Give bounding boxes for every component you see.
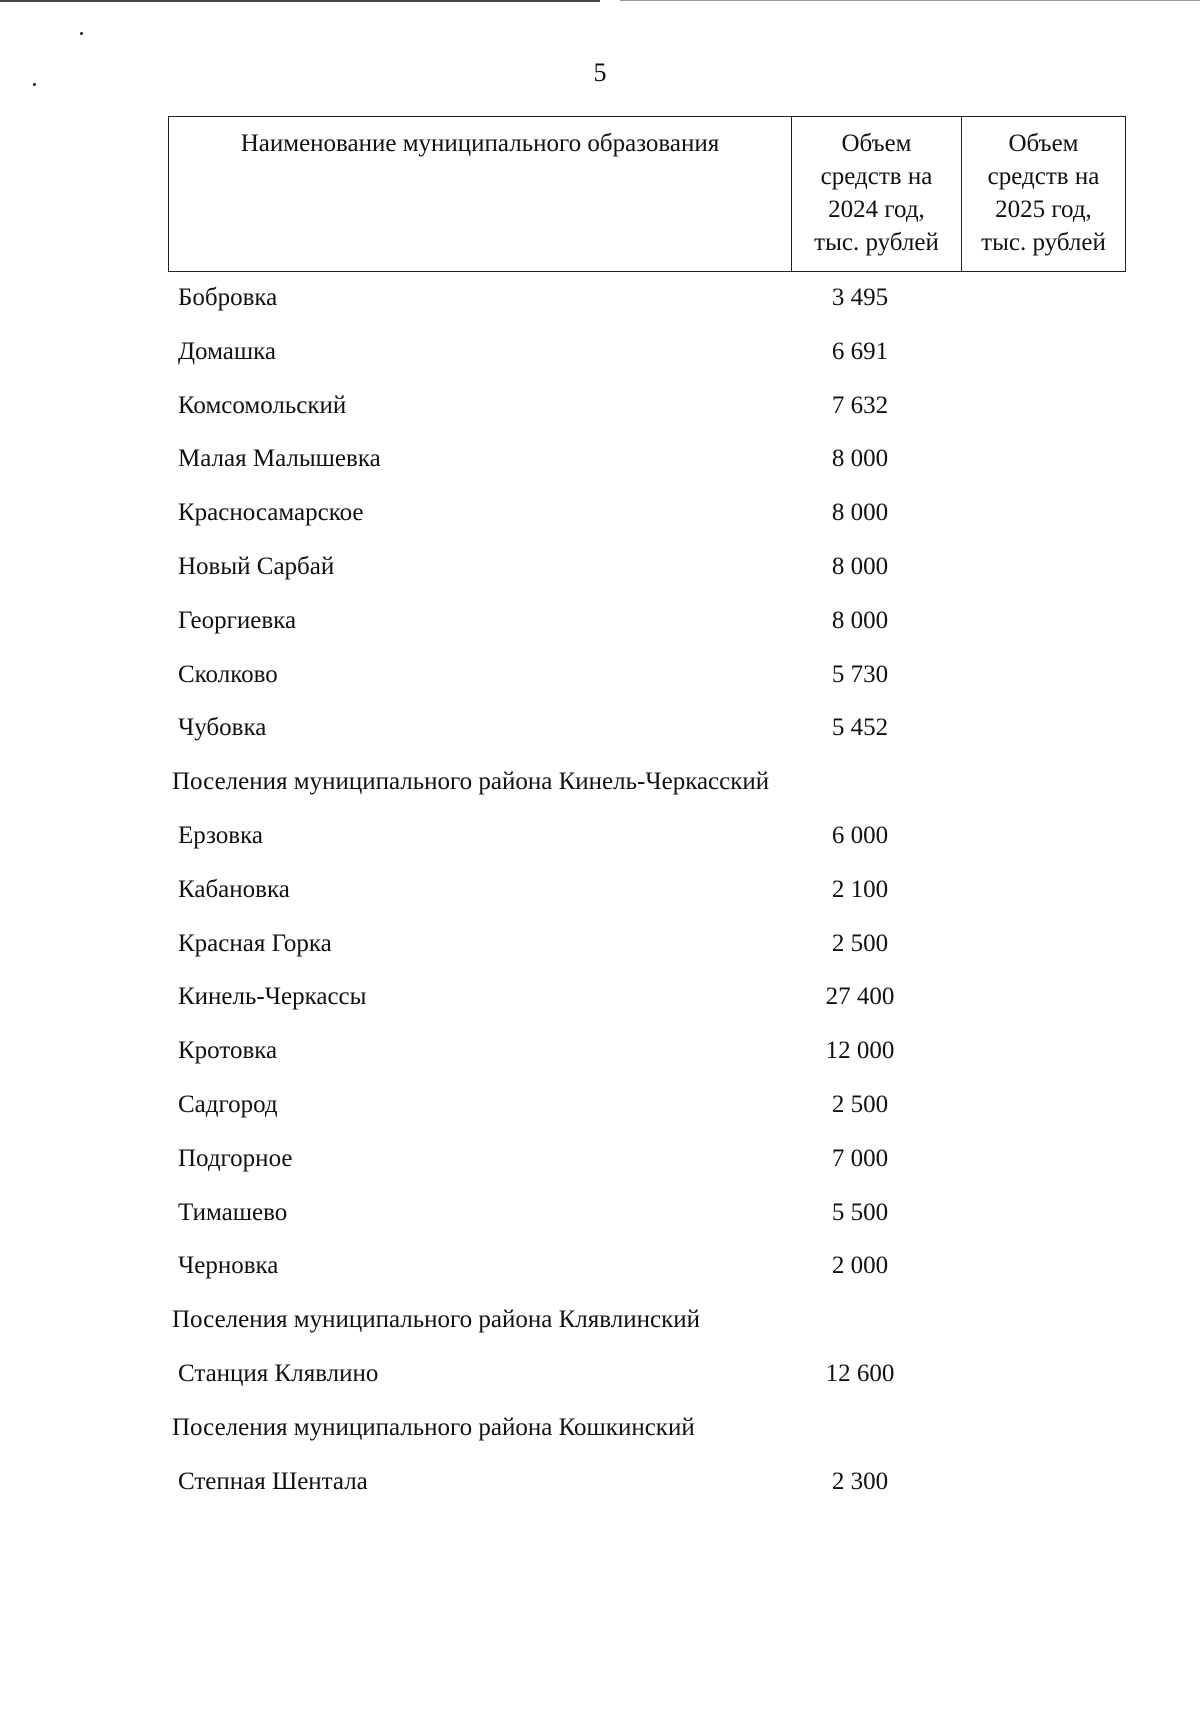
header-2024-line: Объем: [841, 130, 912, 157]
municipality-name: Новый Сарбай: [178, 552, 335, 580]
table-row: [0, 541, 1200, 595]
table-row: [0, 326, 1200, 380]
municipality-name: Красносамарское: [178, 499, 364, 527]
value-2024: 5 730: [831, 660, 889, 688]
value-2024: 6 000: [831, 821, 889, 849]
municipality-name: Комсомольский: [178, 391, 347, 419]
municipality-name: Ерзовка: [178, 821, 263, 849]
table-row: [0, 864, 1200, 918]
municipality-name: Чубовка: [178, 714, 267, 742]
municipality-name: Степная Шентала: [178, 1467, 368, 1495]
value-2024: 12 600: [825, 1359, 895, 1387]
municipality-name: Бобровка: [178, 284, 278, 311]
header-2025-line: 2025 год,: [995, 196, 1092, 223]
header-volume-2025: [962, 117, 1126, 272]
header-2024-line: 2024 год,: [828, 196, 925, 223]
header-2025-line: средств на: [987, 163, 1100, 190]
table-row: [0, 971, 1200, 1025]
table-row: [0, 1348, 1200, 1402]
header-municipality-name: Наименование муниципального образования: [169, 117, 792, 272]
section-heading-row: [0, 1294, 1200, 1348]
table-row: [0, 918, 1200, 972]
value-2024: 27 400: [825, 983, 895, 1011]
table-row: [0, 702, 1200, 756]
header-volume-2024: [792, 117, 962, 272]
value-2024: 2 100: [831, 875, 889, 903]
header-2025-line: Объем: [1008, 130, 1079, 157]
section-heading-row: [0, 756, 1200, 810]
value-2024: 6 691: [831, 337, 889, 365]
table-header: [168, 116, 1126, 272]
scan-speck: [80, 32, 83, 35]
municipality-name: Подгорное: [178, 1144, 293, 1172]
municipality-name: Садгород: [178, 1090, 278, 1118]
municipality-name: Кротовка: [178, 1037, 278, 1065]
municipality-name: Домашка: [178, 337, 276, 365]
header-2024-line: средств на: [820, 163, 933, 190]
section-heading: Поселения муниципального района Кошкинский: [172, 1413, 695, 1441]
table-row: [0, 1079, 1200, 1133]
table-row: [0, 433, 1200, 487]
table-row: [0, 595, 1200, 649]
table-row: [0, 272, 1200, 326]
value-2024: 7 000: [831, 1144, 889, 1172]
value-2024: 12 000: [825, 1037, 895, 1065]
table-row: [0, 1187, 1200, 1241]
municipality-name: Кабановка: [178, 875, 290, 903]
municipality-name: Черновка: [178, 1252, 279, 1280]
scan-edge-line: [0, 0, 600, 2]
value-2024: 3 495: [831, 284, 889, 311]
municipality-name: Георгиевка: [178, 606, 297, 634]
section-heading-row: [0, 1402, 1200, 1456]
value-2024: 2 300: [831, 1467, 889, 1495]
table-row: [0, 1133, 1200, 1187]
table-body: [0, 272, 1200, 1509]
value-2024: 8 000: [831, 445, 889, 473]
value-2024: 2 500: [831, 1090, 889, 1118]
value-2024: 2 000: [831, 1252, 889, 1280]
value-2024: 8 000: [831, 499, 889, 527]
value-2024: 5 500: [831, 1198, 889, 1226]
header-2025-line: тыс. рублей: [981, 229, 1106, 256]
municipality-name: Станция Клявлино: [178, 1359, 379, 1387]
value-2024: 8 000: [831, 552, 889, 580]
municipality-name: Кинель-Черкассы: [178, 983, 367, 1011]
table-row: [0, 487, 1200, 541]
value-2024: 8 000: [831, 606, 889, 634]
scan-edge-line: [620, 0, 1200, 1]
table-row: [0, 1025, 1200, 1079]
municipality-name: Малая Малышевка: [178, 445, 381, 473]
value-2024: 5 452: [831, 714, 889, 742]
table-row: [0, 810, 1200, 864]
table-row: [0, 649, 1200, 703]
page-number: 5: [593, 58, 607, 87]
value-2024: 7 632: [831, 391, 889, 419]
municipality-name: Тимашево: [178, 1198, 288, 1226]
section-heading: Поселения муниципального района Клявлинский: [172, 1306, 700, 1334]
municipality-name: Сколково: [178, 660, 278, 688]
table-row: [0, 1240, 1200, 1294]
section-heading: Поселения муниципального района Кинель-Черкасский: [172, 768, 770, 796]
header-2024-line: тыс. рублей: [814, 229, 939, 256]
table-row: [0, 380, 1200, 434]
table-row: [0, 1456, 1200, 1510]
value-2024: 2 500: [831, 929, 889, 957]
municipality-name: Красная Горка: [178, 929, 332, 957]
